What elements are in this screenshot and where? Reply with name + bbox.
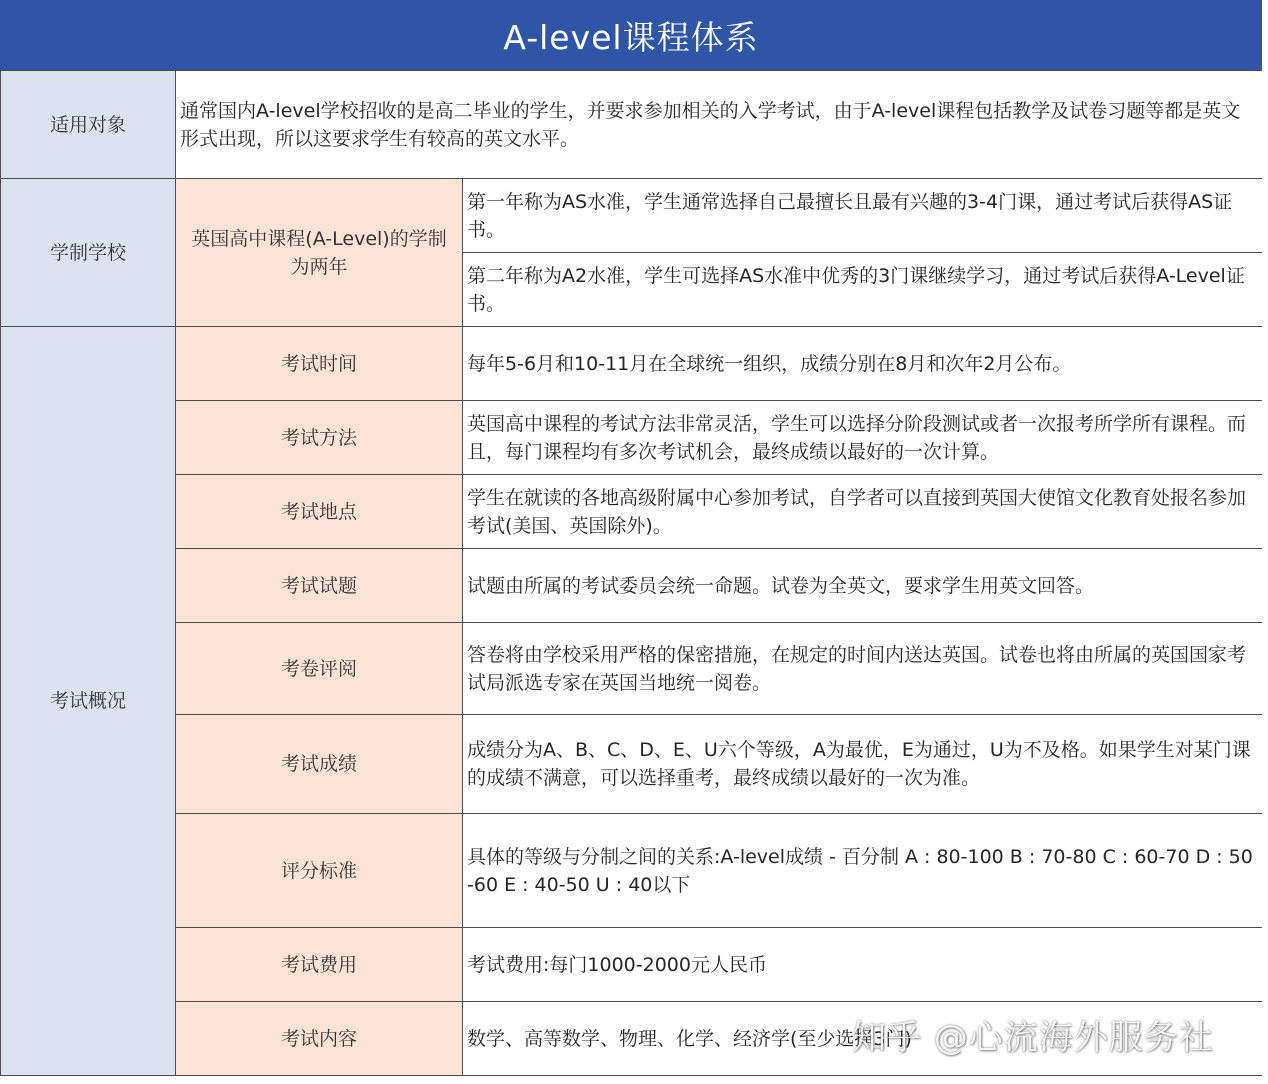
system-year2-description: 第二年称为A2水准，学生可选择AS水准中优秀的3门课继续学习，通过考试后获得A-Level证书。 xyxy=(463,253,1263,327)
exam-item-description: 试题由所属的考试委员会统一命题。试卷为全英文，要求学生用英文回答。 xyxy=(463,549,1263,623)
exam-item-label: 考试方法 xyxy=(176,401,463,475)
category-exam: 考试概况 xyxy=(1,327,176,1076)
exam-item-description: 成绩分为A、B、C、D、E、U六个等级，A为最优，E为通过，U为不及格。如果学生对某门课的成绩不满意，可以选择重考，最终成绩以最好的一次为准。 xyxy=(463,715,1263,814)
category-audience: 适用对象 xyxy=(1,71,176,179)
audience-description: 通常国内A-level学校招收的是高二毕业的学生，并要求参加相关的入学考试，由于A-level课程包括教学及试卷习题等都是英文形式出现，所以这要求学生有较高的英文水平。 xyxy=(176,71,1263,179)
exam-item-description: 考试费用:每门1000-2000元人民币 xyxy=(463,928,1263,1002)
table-row xyxy=(1,623,1263,715)
table-row xyxy=(1,549,1263,623)
exam-item-label: 考试时间 xyxy=(176,327,463,401)
exam-item-label: 考试地点 xyxy=(176,475,463,549)
category-system: 学制学校 xyxy=(1,179,176,327)
exam-item-description: 每年5-6月和10-11月在全球统一组织，成绩分别在8月和次年2月公布。 xyxy=(463,327,1263,401)
exam-item-description: 数学、高等数学、物理、化学、经济学(至少选择3门) xyxy=(463,1002,1263,1076)
table-row xyxy=(1,71,1263,179)
course-system-table xyxy=(0,70,1263,1076)
exam-item-label: 评分标准 xyxy=(176,814,463,928)
exam-item-description: 答卷将由学校采用严格的保密措施，在规定的时间内送达英国。试卷也将由所属的英国国家考试局派选专家在英国当地统一阅卷。 xyxy=(463,623,1263,715)
exam-item-label: 考试成绩 xyxy=(176,715,463,814)
exam-item-label: 考试内容 xyxy=(176,1002,463,1076)
page-edge xyxy=(1262,0,1268,1084)
table-row xyxy=(1,327,1263,401)
table-row xyxy=(1,715,1263,814)
system-subheading: 英国高中课程(A-Level)的学制为两年 xyxy=(176,179,463,327)
table-row xyxy=(1,401,1263,475)
exam-item-label: 考试费用 xyxy=(176,928,463,1002)
table-row xyxy=(1,814,1263,928)
table-row xyxy=(1,928,1263,1002)
exam-item-label: 考试试题 xyxy=(176,549,463,623)
system-year1-description: 第一年称为AS水准，学生通常选择自己最擅长且最有兴趣的3-4门课，通过考试后获得AS证书。 xyxy=(463,179,1263,253)
exam-item-label: 考卷评阅 xyxy=(176,623,463,715)
table-row xyxy=(1,1002,1263,1076)
exam-item-description: 英国高中课程的考试方法非常灵活，学生可以选择分阶段测试或者一次报考所学所有课程。而且，每门课程均有多次考试机会，最终成绩以最好的一次计算。 xyxy=(463,401,1263,475)
watermark: 知乎 @心流海外服务社 xyxy=(852,1018,1214,1058)
exam-item-description: 学生在就读的各地高级附属中心参加考试，自学者可以直接到英国大使馆文化教育处报名参加考试(美国、英国除外)。 xyxy=(463,475,1263,549)
page-title: A-level课程体系 xyxy=(0,0,1262,72)
table-row xyxy=(1,179,1263,253)
exam-item-description: 具体的等级与分制之间的关系:A-level成绩 - 百分制 A : 80-100 B : 70-80 C : 60-70 D : 50-60 E : 40-50 U : 40以下 xyxy=(463,814,1263,928)
table-row xyxy=(1,475,1263,549)
